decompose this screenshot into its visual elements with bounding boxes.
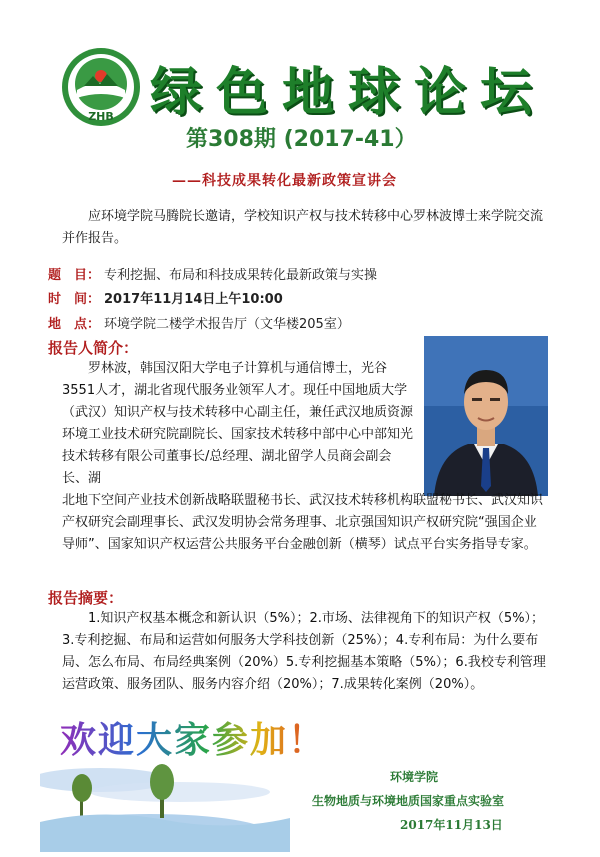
subtitle: ——科技成果转化最新政策宣讲会 bbox=[172, 173, 397, 189]
welcome-banner: 欢迎大家参加！ bbox=[60, 712, 326, 763]
summary-text: 1.知识产权基本概念和新认识（5%）；2.市场、法律视角下的知识产权（5%）；3.专利挖掘、布局和运营如何服务大学科技创新（25%）；4.专利布局：为什么要布局、怎么布局、布局经典案例（20%）5.专利挖掘基本策略（5%）；6.我校专利管理运营政策、服务团队、服务内容介绍（20%）；7.成果转化案例（20%）。 bbox=[62, 611, 546, 692]
issue-date: 2017年11月13日 bbox=[400, 818, 503, 832]
summary-heading: 报告摘要： bbox=[48, 589, 124, 607]
organizer-school: 环境学院 bbox=[390, 770, 439, 784]
time-label: 时 间： bbox=[48, 292, 101, 307]
page-title: 绿色地球论坛 bbox=[150, 62, 547, 123]
speaker-heading: 报告人简介： bbox=[48, 339, 139, 357]
speaker-bio-part2: 北地下空间产业技术创新战略联盟秘书长、武汉技术转移机构联盟秘书长、武汉知识产权研究会副理事长、武汉发明协会常务理事、北京强国知识产权研究院“强国企业导师”、国家知识产权运营公共服务平台金融创新（横琴）试点平台实务指导专家。 bbox=[62, 493, 544, 552]
topic-row bbox=[48, 264, 377, 283]
organizer-lab: 生物地质与环境地质国家重点实验室 bbox=[312, 794, 505, 808]
zhb-logo-icon bbox=[60, 46, 142, 128]
topic-value: 专利挖掘、布局和科技成果转化最新政策与实操 bbox=[104, 268, 378, 283]
speaker-bio-part1: 罗林波，韩国汉阳大学电子计算机与通信博士，光谷3551人才，湖北省现代服务业领军人才。现任中国地质大学（武汉）知识产权与技术转移中心副主任，兼任武汉地质资源环境工业技术研究院副院长、国家技术转移中部中心中部知光技术转移有限公司董事长/总经理、湖北留学人员商会副会长、湖 bbox=[62, 361, 414, 486]
time-row bbox=[48, 288, 283, 307]
logo-text: ZHB bbox=[88, 110, 114, 123]
place-label: 地 点： bbox=[48, 317, 101, 332]
speaker-photo bbox=[424, 336, 548, 496]
place-row bbox=[48, 313, 350, 332]
topic-label: 题 目： bbox=[48, 268, 101, 283]
issue-number: 第308期 (2017-41） bbox=[186, 127, 417, 152]
place-value: 环境学院二楼学术报告厅（文华楼205室） bbox=[104, 317, 350, 332]
time-value: 2017年11月14日上午10:00 bbox=[104, 292, 283, 307]
intro-paragraph: 应环境学院马腾院长邀请，学校知识产权与技术转移中心罗林波博士来学院交流并作报告。 bbox=[62, 209, 544, 246]
